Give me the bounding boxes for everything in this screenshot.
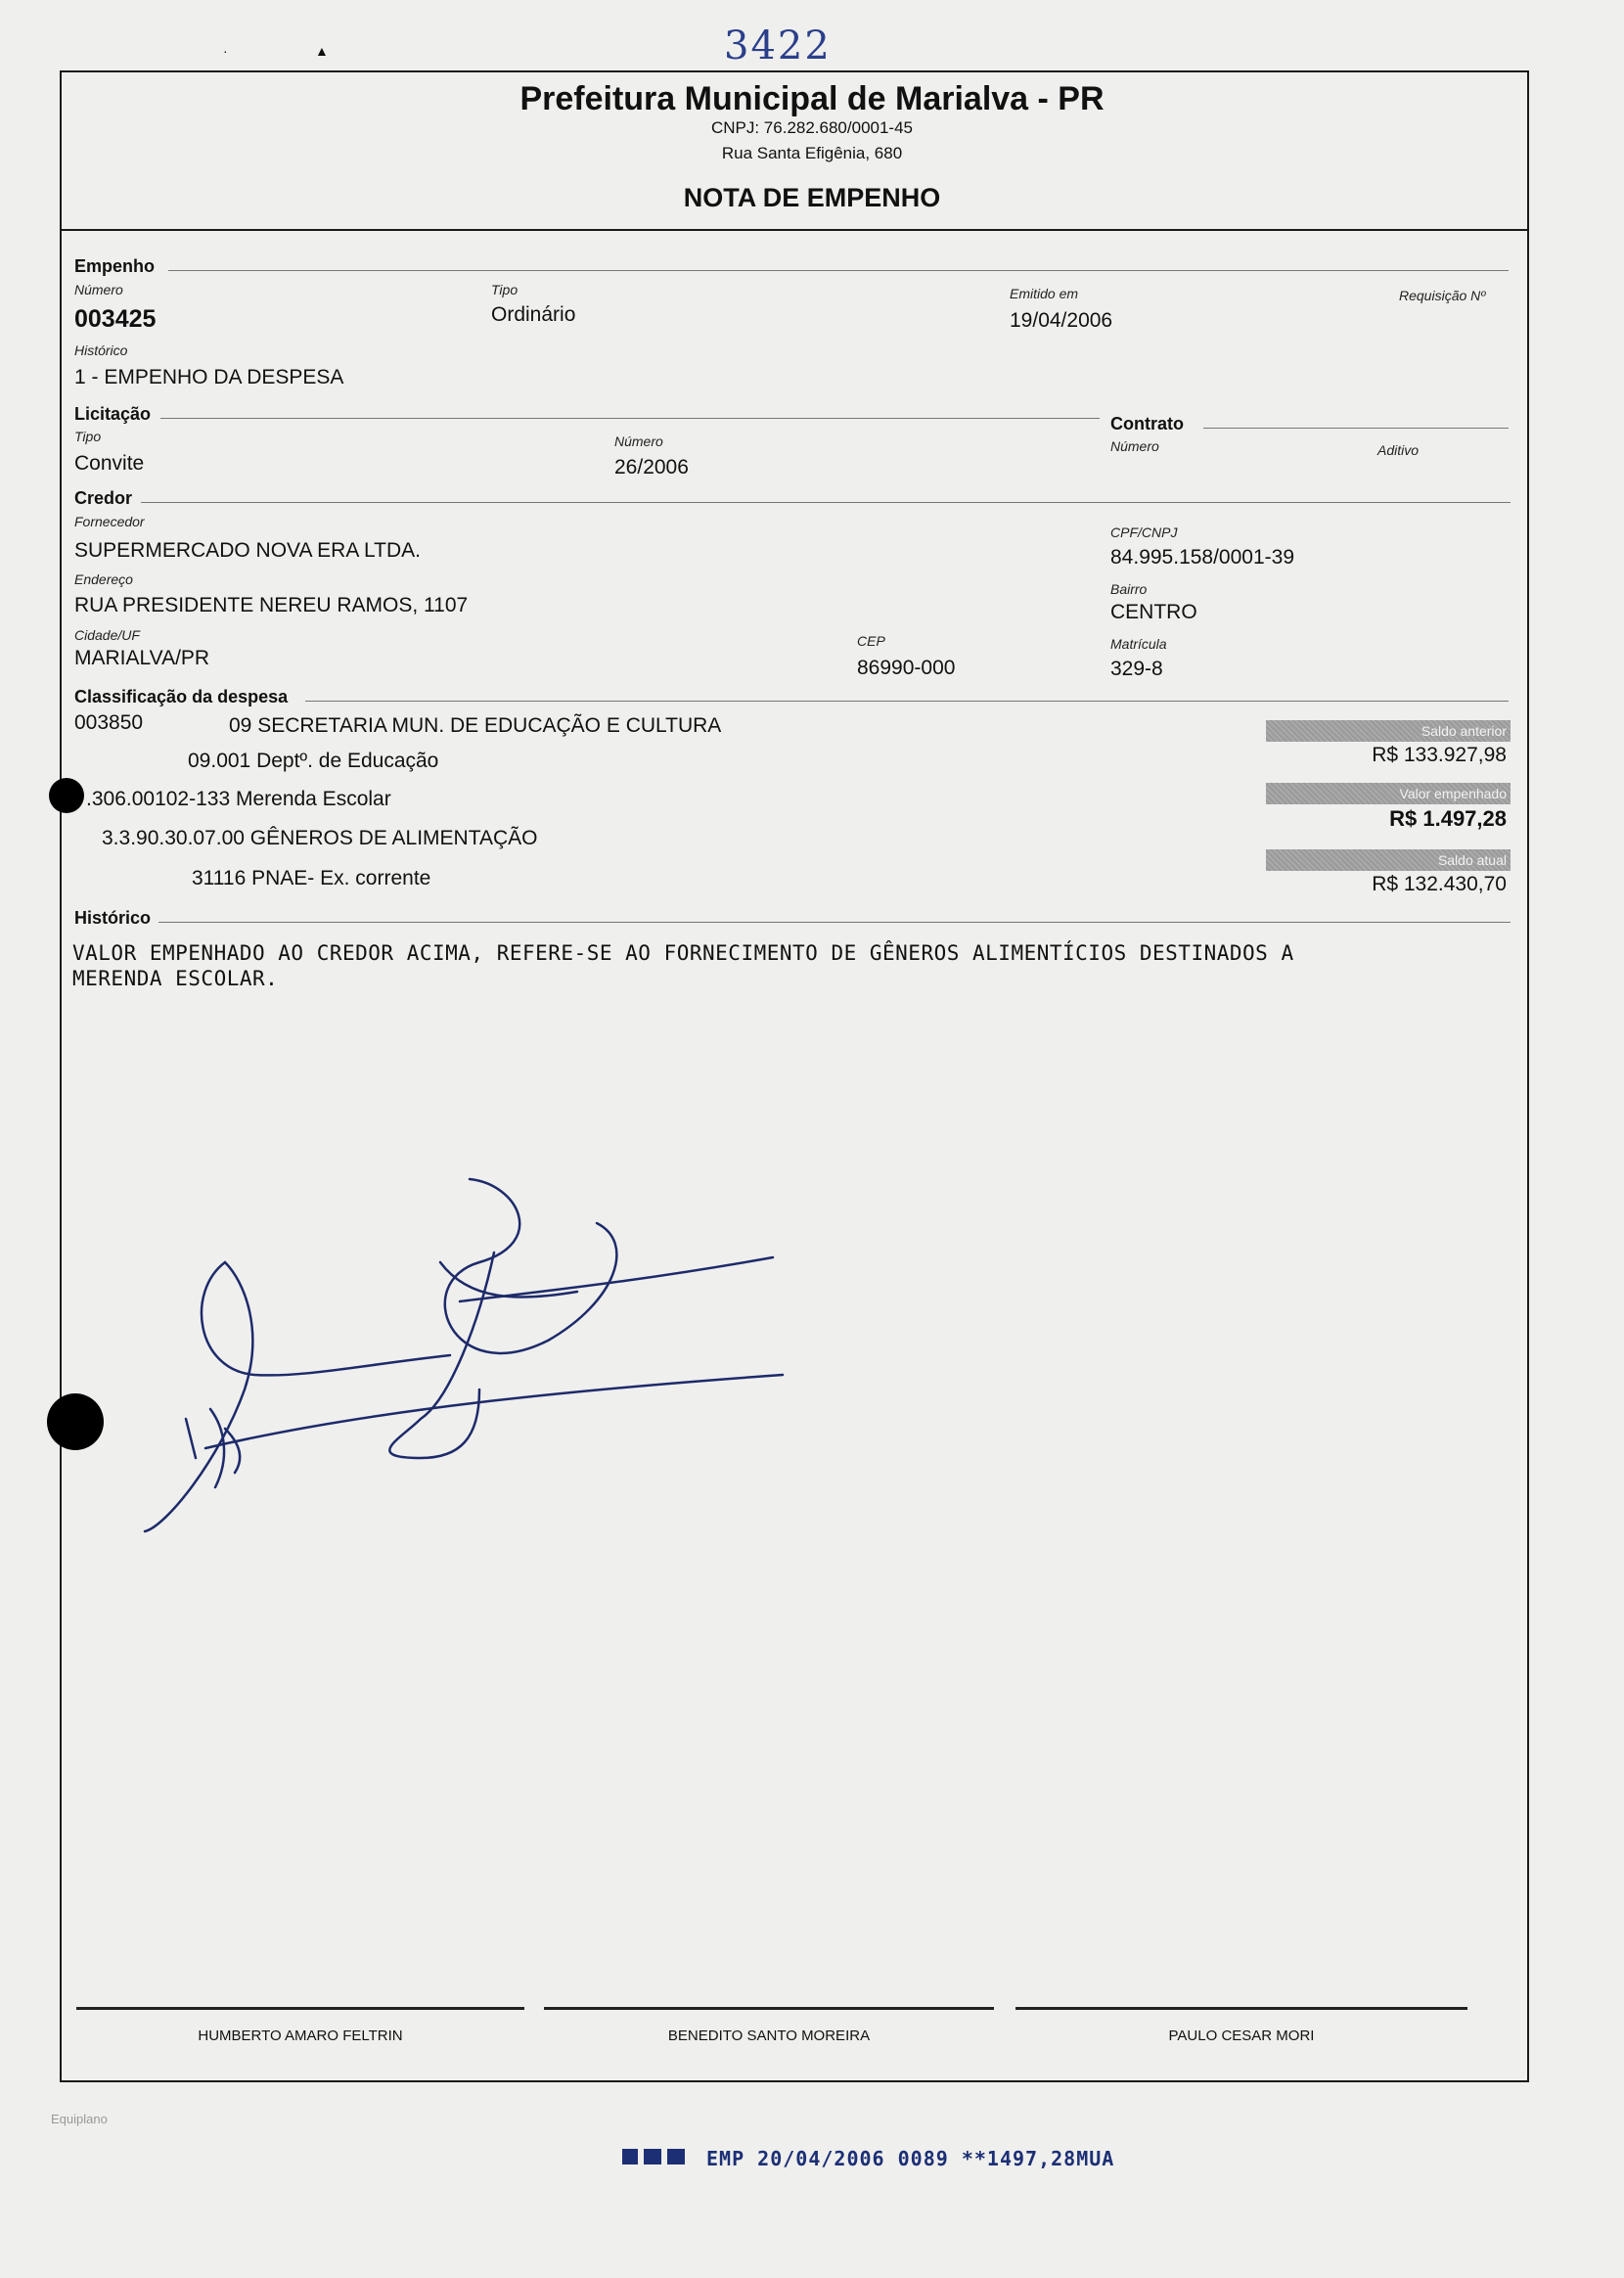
classif-line5: 31116 PNAE- Ex. corrente (192, 867, 431, 889)
software-brand: Equiplano (51, 2112, 108, 2126)
licitacao-tipo: Convite (74, 452, 145, 475)
emitido-date: 19/04/2006 (1010, 309, 1113, 332)
signatory-2: BENEDITO SANTO MOREIRA (667, 2027, 871, 2044)
classif-code: 003850 (74, 711, 144, 734)
body-frame (60, 229, 1529, 2082)
stamp-logo (622, 2146, 687, 2167)
classif-line3: .306.00102-133 Merenda Escolar (86, 788, 391, 810)
scan-mark: · (223, 43, 228, 59)
cidade: MARIALVA/PR (74, 647, 210, 669)
signature-line (76, 2007, 524, 2010)
section-empenho: Empenho (74, 256, 156, 276)
bairro: CENTRO (1110, 601, 1197, 623)
cidade-label: Cidade/UF (74, 627, 140, 643)
classif-line1: 09 SECRETARIA MUN. DE EDUCAÇÃO E CULTURA (229, 714, 722, 737)
section-credor: Credor (74, 488, 133, 508)
punch-hole (47, 1393, 104, 1450)
valor-empenhado: R$ 1.497,28 (1389, 806, 1507, 831)
cpf-cnpj: 84.995.158/0001-39 (1110, 546, 1295, 569)
classif-line4: 3.3.90.30.07.00 GÊNEROS DE ALIMENTAÇÃO (102, 827, 538, 849)
mechanical-stamp: EMP 20/04/2006 0089 **1497,28MUA (706, 2147, 1115, 2170)
endereco-label: Endereço (74, 571, 133, 587)
saldo-atual: R$ 132.430,70 (1372, 873, 1507, 895)
licitacao-numero: 26/2006 (614, 456, 689, 478)
org-title: Prefeitura Municipal de Marialva - PR (519, 80, 1105, 117)
cep-label: CEP (857, 633, 885, 649)
contrato-aditivo-label: Aditivo (1377, 442, 1420, 458)
section-classificacao: Classificação da despesa (74, 687, 289, 706)
org-address: Rua Santa Efigênia, 680 (721, 144, 903, 162)
section-licitacao: Licitação (74, 404, 152, 424)
cep: 86990-000 (857, 657, 956, 679)
classif-line2: 09.001 Deptº. de Educação (188, 750, 439, 772)
signature-line (544, 2007, 994, 2010)
saldo-anterior-label: Saldo anterior (1266, 720, 1511, 742)
signatory-3: PAULO CESAR MORI (1168, 2027, 1315, 2044)
saldo-anterior: R$ 133.927,98 (1372, 744, 1507, 766)
saldo-atual-label: Saldo atual (1266, 849, 1511, 871)
fornecedor-name: SUPERMERCADO NOVA ERA LTDA. (74, 539, 421, 562)
licitacao-tipo-label: Tipo (74, 429, 102, 444)
matricula: 329-8 (1110, 658, 1163, 680)
handwritten-signature (127, 1164, 812, 1556)
cpf-cnpj-label: CPF/CNPJ (1110, 524, 1178, 540)
empenho-tipo: Ordinário (491, 303, 576, 326)
section-historico: Histórico (74, 908, 152, 928)
requisicao-label: Requisição Nº (1399, 288, 1486, 303)
section-contrato: Contrato (1110, 414, 1184, 433)
emitido-label: Emitido em (1010, 286, 1079, 301)
endereco: RUA PRESIDENTE NEREU RAMOS, 1107 (74, 594, 469, 616)
empenho-numero: 003425 (74, 305, 157, 333)
fornecedor-label: Fornecedor (74, 514, 145, 529)
doc-title: NOTA DE EMPENHO (683, 183, 941, 212)
empenho-historico-label: Histórico (74, 342, 128, 358)
licitacao-numero-label: Número (614, 433, 663, 449)
scan-mark: ▲ (315, 43, 329, 59)
empenho-numero-label: Número (74, 282, 123, 297)
contrato-numero-label: Número (1110, 438, 1159, 454)
valor-empenhado-label: Valor empenhado (1266, 783, 1511, 804)
handwritten-number: 3422 (724, 23, 832, 68)
bairro-label: Bairro (1110, 581, 1148, 597)
empenho-tipo-label: Tipo (491, 282, 519, 297)
historico-text-line2: MERENDA ESCOLAR. (72, 967, 279, 990)
matricula-label: Matrícula (1110, 636, 1167, 652)
org-cnpj: CNPJ: 76.282.680/0001-45 (710, 118, 914, 137)
historico-text-line1: VALOR EMPENHADO AO CREDOR ACIMA, REFERE-SE AO FORNECIMENTO DE GÊNEROS ALIMENTÍCIOS DESTINADOS A (72, 941, 1294, 965)
empenho-historico: 1 - EMPENHO DA DESPESA (74, 366, 344, 388)
signature-line (1015, 2007, 1467, 2010)
signatory-1: HUMBERTO AMARO FELTRIN (198, 2027, 403, 2044)
punch-hole (49, 778, 84, 813)
